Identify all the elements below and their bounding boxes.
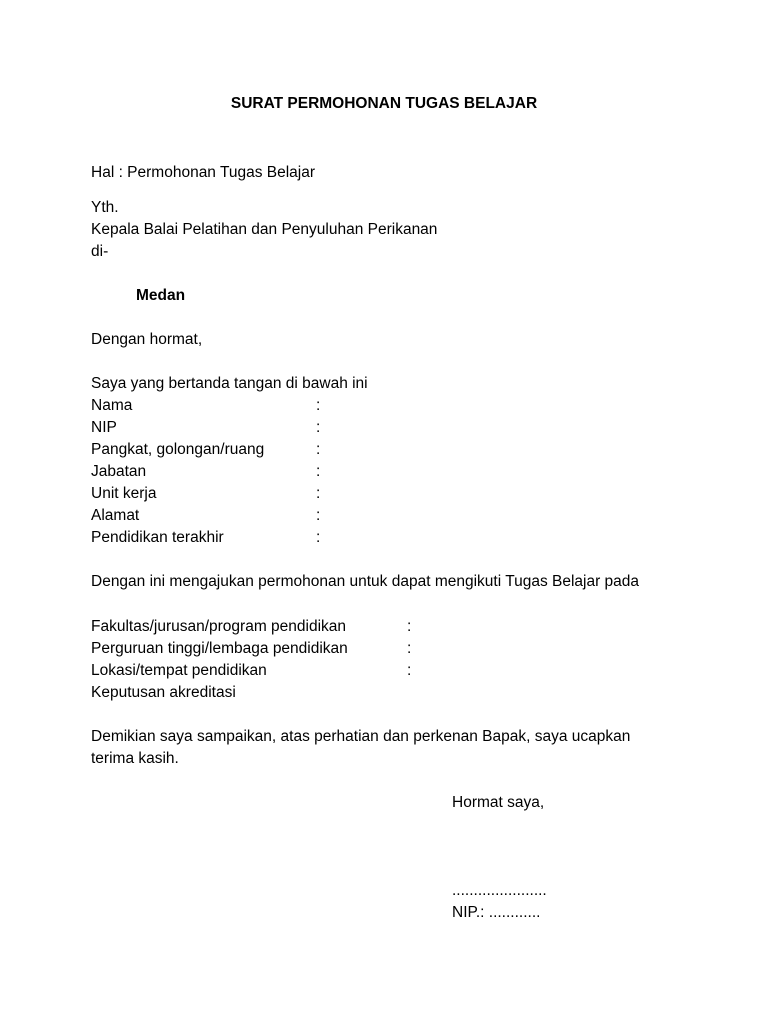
applicant-field-label: NIP — [91, 419, 117, 436]
applicant-field-colon: : — [316, 441, 321, 458]
applicant-field-label: Jabatan — [91, 463, 147, 480]
applicant-field-label: Nama — [91, 397, 133, 414]
request-statement: Dengan ini mengajukan permohonan untuk dapat mengikuti Tugas Belajar pada — [91, 573, 640, 590]
applicant-field-colon: : — [316, 529, 321, 546]
applicant-field-colon: : — [316, 507, 321, 524]
recipient-city: Medan — [136, 287, 186, 304]
greeting: Dengan hormat, — [91, 331, 203, 348]
applicant-field-label: Pangkat, golongan/ruang — [91, 441, 265, 458]
study-field-label: Fakultas/jurusan/program pendidikan — [91, 618, 347, 635]
document-title: SURAT PERMOHONAN TUGAS BELAJAR — [230, 95, 538, 112]
applicant-field-colon: : — [316, 419, 321, 436]
study-field-colon: : — [407, 618, 412, 635]
recipient-salutation: Yth. — [91, 199, 119, 216]
applicant-field-label: Pendidikan terakhir — [91, 529, 224, 546]
applicant-field-colon: : — [316, 485, 321, 502]
applicant-field-colon: : — [316, 463, 321, 480]
study-field-colon: : — [407, 640, 412, 657]
applicant-field-label: Unit kerja — [91, 485, 157, 502]
signature-nip: NIP.: ............ — [452, 904, 541, 921]
closing-line-2: terima kasih. — [91, 750, 179, 767]
intro-text: Saya yang bertanda tangan di bawah ini — [91, 375, 368, 392]
study-field-label: Perguruan tinggi/lembaga pendidikan — [91, 640, 348, 657]
subject-line: Hal : Permohonan Tugas Belajar — [91, 164, 316, 181]
study-field-label: Lokasi/tempat pendidikan — [91, 662, 267, 679]
study-field-colon: : — [407, 662, 412, 679]
recipient-name: Kepala Balai Pelatihan dan Penyuluhan Perikanan — [91, 221, 438, 238]
signature-name-placeholder: ...................... — [452, 882, 547, 899]
study-field-label: Keputusan akreditasi — [91, 684, 236, 701]
applicant-field-colon: : — [316, 397, 321, 414]
recipient-prefix: di- — [91, 243, 109, 260]
signature-regards: Hormat saya, — [452, 794, 545, 811]
closing-line-1: Demikian saya sampaikan, atas perhatian dan perkenan Bapak, saya ucapkan — [91, 728, 631, 745]
applicant-field-label: Alamat — [91, 507, 140, 524]
